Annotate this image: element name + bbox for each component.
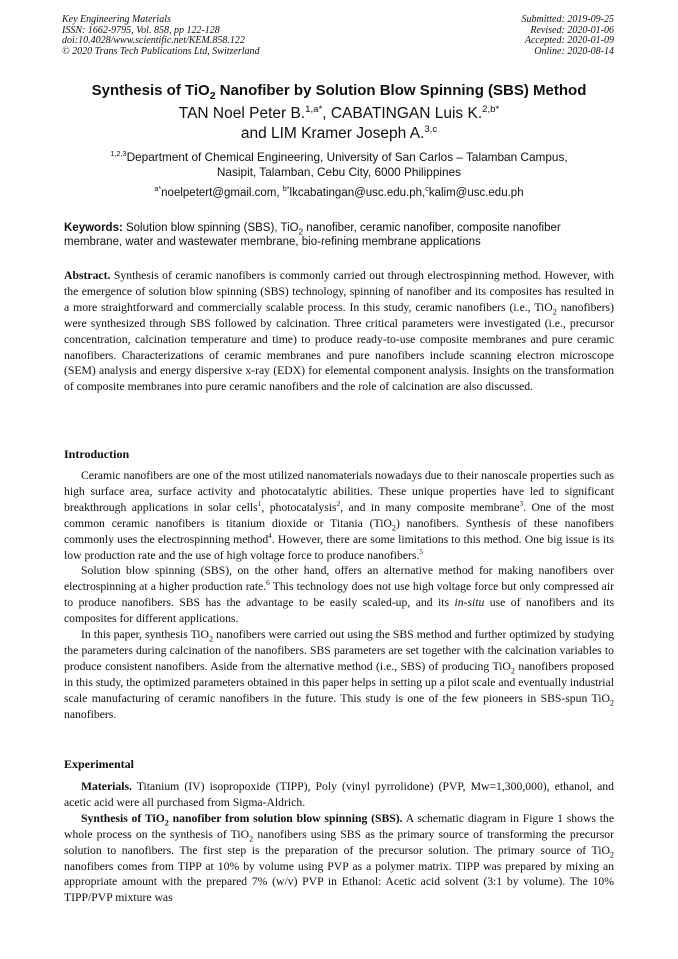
submission-dates: [522, 15, 615, 57]
paragraph: In this paper, synthesis TiO$_2$ nanofibers were carried out using the SBS method and further optimized by studying the parameters during calcination of the nanofibers. SBS parameters are set together with the calcination variables to produce consistent nanofibers. Aside from the alternative method (i.e., SBS) of producing TiO$_2$ nanofibers proposed in this study, the optimized parameters obtained in this paper helps in setting up a pilot scale and eventually industrial scale manufacturing of ceramic nanofibers in the future. This study is one of the few pioneers in SBS-spun TiO$_2$ nanofibers.: [64, 628, 614, 721]
author-list: [40, 104, 638, 144]
date-accepted: Accepted: 2020-01-09: [524, 35, 614, 47]
date-revised: Revised: 2020-01-06: [530, 24, 614, 36]
journal-issn: ISSN: 1662-9795, Vol. 858, pp 122-128: [62, 24, 220, 36]
journal-copyright: © 2020 Trans Tech Publications Ltd, Switzerland: [62, 45, 260, 57]
journal-name: Key Engineering Materials: [62, 14, 171, 25]
keywords-label: Keywords:: [64, 222, 123, 234]
keywords: Keywords: Solution blow spinning (SBS), TiO$_2$ nanofiber, ceramic nanofiber, composite nanofiber membrane, water and wastewater membrane, bio-refining membrane applications: [64, 222, 561, 248]
email-link-a[interactable]: noelpetert@gmail.com,: [161, 187, 283, 199]
paragraph: Materials. Titanium (IV) isopropoxide (TIPP), Poly (vinyl pyrrolidone) (PVP, Mw=1,300,000), ethanol, and acetic acid were all purchased from Sigma-Aldrich.: [64, 780, 614, 809]
section-heading-introduction: Introduction: [64, 447, 130, 461]
author-line-1: TAN Noel Peter B.$^{1,a*}$, CABATINGAN Luis K.$^{2,b*}$: [178, 103, 500, 122]
journal-doi: doi:10.4028/www.scientific.net/KEM.858.122: [62, 35, 245, 47]
paragraph: Ceramic nanofibers are one of the most utilized nanomaterials nowadays due to their nanoscale properties such as high surface area, surface activity and photocatalytic abilities. These unique properties have led to significant breakthrough applications in solar cells$^1$, photocatalysis$^2$, and in many composite membrane$^3$. One of the most common ceramic nanofibers is titanium dioxide or Titania (TiO$_2$) nanofibers. Synthesis of these nanofibers commonly uses the electrospinning method$^4$. However, there are some limitations to this method. One big issue is its low production rate and the use of high voltage force to produce nanofibers.$^5$: [64, 469, 614, 562]
email-link-c[interactable]: kalim@usc.edu.ph: [428, 187, 524, 199]
date-submitted: Submitted: 2019-09-25: [521, 14, 614, 25]
paragraph: Solution blow spinning (SBS), on the other hand, offers an alternative method for making nanofibers over electrospinning at a higher production rate.$^6$ This technology does not use high voltage force but only compressed air to produce nanofibers. SBS has the advantage to be easily scaled-up, and its in-situ use of nanofibers and its composites for different applications.: [64, 564, 615, 626]
journal-info: [62, 15, 260, 57]
affiliation: $^{1,2,3}$Department of Chemical Engineering, University of San Carlos – Talamban Campus, Nasipit, Talamban, Cebu City, 6000 Philippines: [110, 149, 568, 179]
paragraph: Synthesis of TiO$_2$ nanofiber from solution blow spinning (SBS). A schematic diagram in Figure 1 shows the whole process on the synthesis of TiO$_2$ nanofibers using SBS as the primary source of transforming the precursor solution to nanofibers. The first step is the preparation of the precursor solution. The primary source of TiO$_2$ nanofibers comes from TIPP at 10% by volume using PVP as a polymer matrix. TIPP was prepared by mixing an appropriate amount with the prepared 7% (w/v) PVP in Ethanol: Acetic acid solvent (3:1 by volume). The 10% TIPP/PVP mixture was: [64, 811, 615, 905]
introduction-body: [64, 468, 614, 723]
email-link-b[interactable]: lkcabatingan@usc.edu.ph,: [289, 187, 426, 199]
author-emails: $^{a*}$noelpetert@gmail.com, $^{b*}$lkcabatingan@usc.edu.ph,$^c$kalim@usc.edu.ph: [154, 185, 524, 199]
abstract: Abstract. Synthesis of ceramic nanofibers is commonly carried out through electrospinning method. However, with the emergence of solution blow spinning (SBS) technology, spinning of nanofiber and its composites has resulted in a more straightforward and commercially scalable process. In this study, ceramic nanofibers (i.e., TiO$_2$ nanofibers) were synthesized through SBS followed by calcination. Three critical parameters were investigated (i.e., precursor concentration, calcination temperature and time) to produce ready-to-use composite membranes and pure ceramic nanofibers. Characterizations of ceramic membranes and pure nanofibers include scanning electron microscope (SEM) analysis and energy dispersive x-ray (EDX) for elemental component analysis. Insights on the transformation of composite membranes into pure ceramic nanofibers and the role of calcination are also discussed.: [64, 269, 614, 394]
author-line-2: and LIM Kramer Joseph A.$^{3,c}$: [240, 123, 438, 142]
abstract-label: Abstract.: [64, 269, 111, 282]
paper-title: Synthesis of TiO$_2$ Nanofiber by Solution Blow Spinning (SBS) Method: [91, 82, 587, 102]
date-online: Online: 2020-08-14: [534, 45, 614, 57]
experimental-body: [64, 779, 614, 906]
section-heading-experimental: Experimental: [64, 757, 134, 771]
